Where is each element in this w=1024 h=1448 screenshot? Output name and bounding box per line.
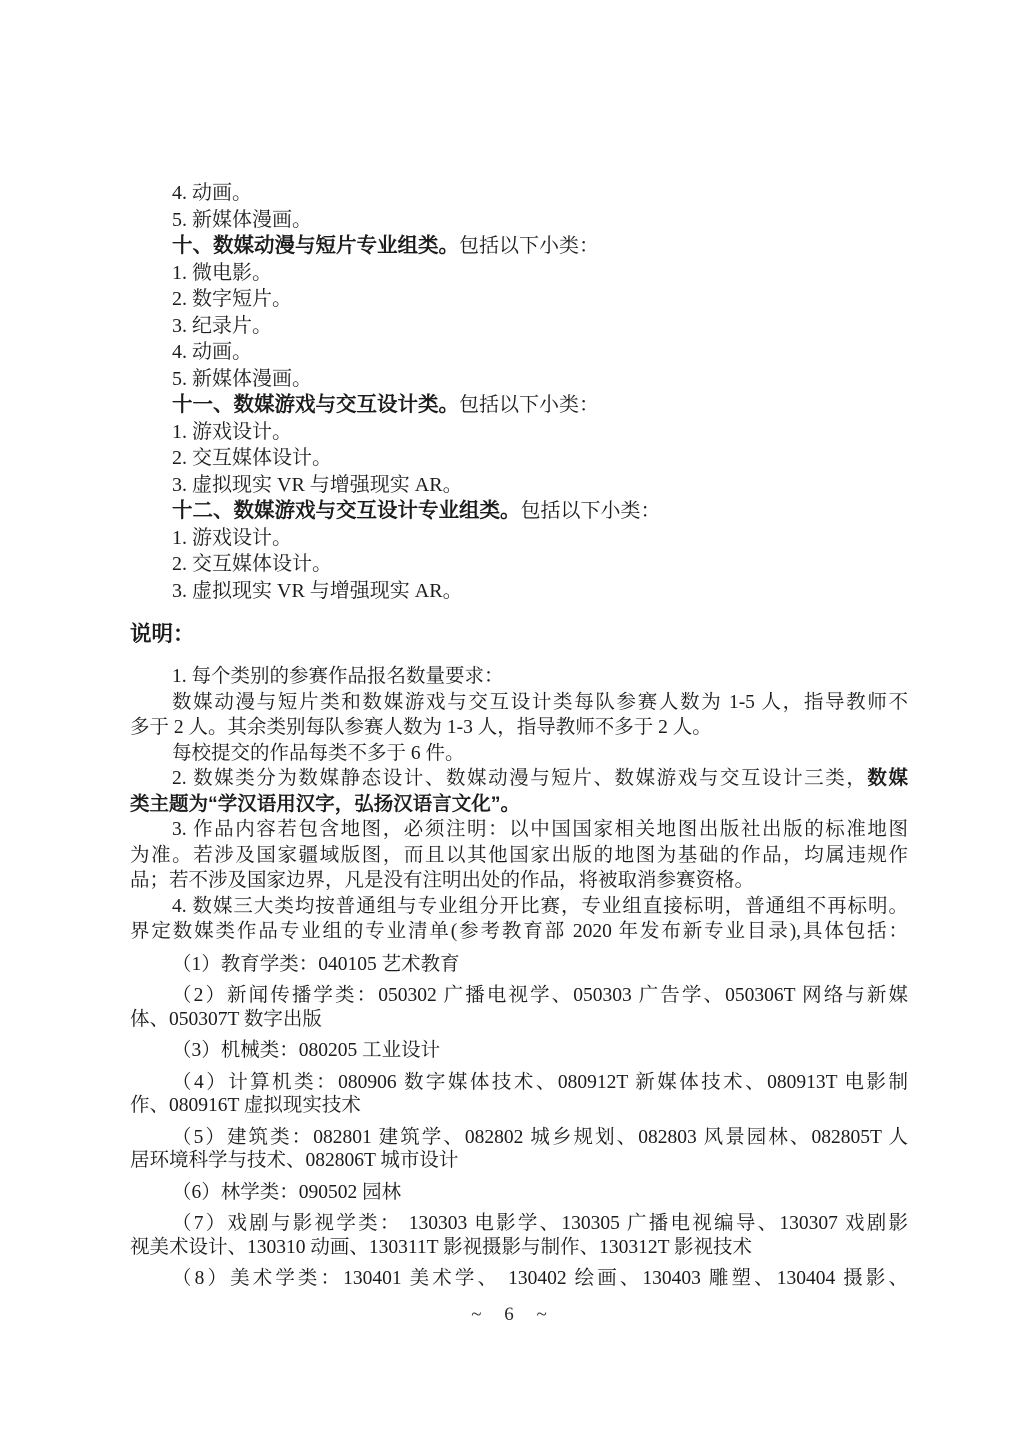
- note-line: 3. 作品内容若包含地图，必须注明：以中国国家相关地图出版社出版的标准地图: [172, 819, 908, 840]
- major-item: [130, 1039, 908, 1063]
- category-heading: [130, 233, 908, 260]
- category-list-item: 4. 动画。: [172, 341, 252, 363]
- category-list-item: 2. 交互媒体设计。: [172, 447, 332, 469]
- category-list-item: 1. 游戏设计。: [172, 420, 292, 443]
- major-line: （4）计算机类：080906 数字媒体技术、080912T 新媒体技术、080913T 电影制: [172, 1071, 908, 1093]
- major-line: （3）机械类：080205 工业设计: [172, 1040, 441, 1061]
- category-list-item: 5. 新媒体漫画。: [172, 367, 312, 390]
- note-line: 1. 每个类别的参赛作品报名数量要求：: [172, 666, 504, 687]
- major-line: （5）建筑类：082801 建筑学、082802 城乡规划、082803 风景园林、082805T 人: [172, 1126, 908, 1148]
- major-item: [130, 1126, 908, 1173]
- page-number: ~ 6 ~: [471, 1304, 553, 1325]
- major-line: （7）戏剧与影视学类： 130303 电影学、130305 广播电视编导、130307 戏剧影: [172, 1213, 908, 1234]
- note-text-bold: 数媒: [867, 767, 908, 789]
- category-heading: [130, 392, 908, 419]
- category-heading-title: 十、数媒动漫与短片专业组类。: [172, 234, 459, 257]
- major-line: （8）美术学类：130401 美术学、 130402 绘画、130403 雕塑、130404 摄影、: [172, 1268, 908, 1289]
- major-line: 体、050307T 数字出版: [130, 1008, 322, 1030]
- major-line: （1）教育学类：040105 艺术教育: [172, 953, 460, 975]
- major-line: 作、080916T 虚拟现实技术: [130, 1095, 361, 1116]
- major-line: （2）新闻传播学类：050302 广播电视学、050303 广告学、050306T 网络与新媒: [172, 985, 908, 1006]
- major-item: [130, 1212, 908, 1259]
- major-item: [130, 1181, 908, 1205]
- category-heading: [130, 498, 908, 525]
- category-list-item: 2. 交互媒体设计。: [172, 553, 332, 575]
- notes-body: [130, 664, 908, 945]
- category-list-item: 3. 纪录片。: [172, 314, 272, 337]
- category-list-item: 5. 新媒体漫画。: [172, 208, 312, 231]
- category-list-item: 1. 微电影。: [172, 261, 272, 284]
- category-list: [130, 180, 908, 604]
- note-line: 每校提交的作品每类不多于 6 件。: [172, 742, 465, 764]
- category-list-item: 3. 虚拟现实 VR 与增强现实 AR。: [172, 473, 463, 496]
- note-line: 多于 2 人。其余类别每队参赛人数为 1-3 人，指导教师不多于 2 人。: [130, 717, 712, 738]
- category-list-item: 1. 游戏设计。: [172, 526, 292, 549]
- note-line: 4. 数媒三大类均按普通组与专业组分开比赛，专业组直接标明，普通组不再标明。: [172, 895, 908, 917]
- note-line: 数媒动漫与短片类和数媒游戏与交互设计类每队参赛人数为 1-5 人，指导教师不: [172, 691, 908, 713]
- category-list-item: 2. 数字短片。: [172, 288, 292, 310]
- major-line: 居环境科学与技术、082806T 城市设计: [130, 1150, 459, 1171]
- document-content: [130, 180, 908, 1291]
- note-line: 界定数媒类作品专业组的专业清单(参考教育部 2020 年发布新专业目录),具体包括：: [130, 921, 908, 942]
- notes-heading: 说明：: [130, 622, 195, 646]
- major-item: [130, 1267, 908, 1291]
- major-item: [130, 984, 908, 1031]
- category-heading-suffix: 包括以下小类：: [459, 235, 599, 257]
- note-line-bold: 类主题为“学汉语用汉字，弘扬汉语言文化”。: [130, 792, 521, 815]
- major-line: （6）林学类：090502 园林: [172, 1181, 402, 1203]
- note-line: 品；若不涉及国家边界，凡是没有注明出处的作品，将被取消参赛资格。: [130, 870, 755, 891]
- note-line: 为准。若涉及国家疆域版图，而且以其他国家出版的地图为基础的作品，均属违规作: [130, 844, 908, 866]
- category-list-item: 4. 动画。: [172, 182, 252, 204]
- major-line: 视美术设计、130310 动画、130311T 影视摄影与制作、130312T 影视技术: [130, 1236, 753, 1258]
- majors-list: [130, 953, 908, 1291]
- major-item: [130, 1071, 908, 1118]
- category-heading-title: 十二、数媒游戏与交互设计专业组类。: [172, 499, 521, 522]
- note-text: 2. 数媒类分为数媒静态设计、数媒动漫与短片、数媒游戏与交互设计三类，: [172, 768, 868, 789]
- note-line: [130, 766, 908, 792]
- category-heading-title: 十一、数媒游戏与交互设计类。: [172, 393, 459, 416]
- category-heading-suffix: 包括以下小类：: [520, 500, 661, 522]
- category-heading-suffix: 包括以下小类：: [459, 394, 599, 416]
- category-list-item: 3. 虚拟现实 VR 与增强现实 AR。: [172, 579, 463, 602]
- major-item: [130, 953, 908, 977]
